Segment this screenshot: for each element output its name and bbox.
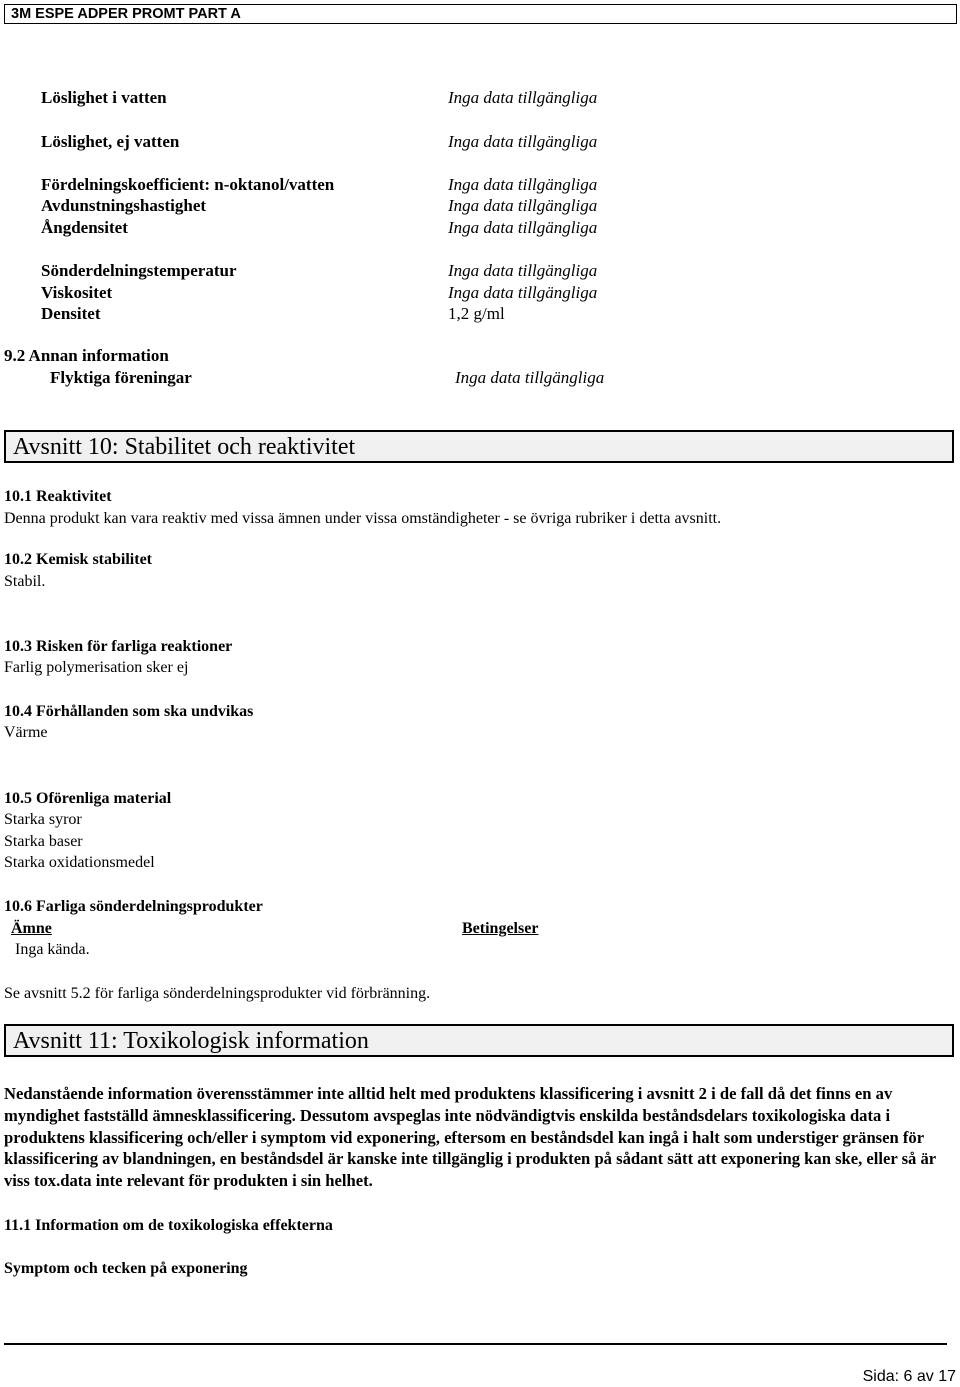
property-value: Inga data tillgängliga xyxy=(448,88,598,107)
property-value: 1,2 g/ml xyxy=(448,304,505,323)
property-value: Inga data tillgängliga xyxy=(455,368,605,387)
subsection-heading: 9.2 Annan information xyxy=(4,346,169,365)
body-text: Se avsnitt 5.2 för farliga sönderdelningsprodukter vid förbränning. xyxy=(4,985,431,1002)
table-cell: Inga kända. xyxy=(15,941,90,958)
document-header xyxy=(4,4,957,24)
body-text: Värme xyxy=(4,724,48,741)
property-label: Flyktiga föreningar xyxy=(50,368,192,387)
column-header-substance: Ämne xyxy=(11,920,52,937)
property-value: Inga data tillgängliga xyxy=(448,132,598,151)
section-10-header xyxy=(4,430,954,463)
body-text: Farlig polymerisation sker ej xyxy=(4,659,189,676)
subsection-heading: 10.1 Reaktivitet xyxy=(4,488,112,505)
subsection-heading: 10.2 Kemisk stabilitet xyxy=(4,551,152,568)
list-item: Starka baser xyxy=(4,833,83,850)
list-item: Starka oxidationsmedel xyxy=(4,854,155,871)
footer-divider xyxy=(4,1343,947,1345)
subsection-heading: 10.5 Oförenliga material xyxy=(4,790,172,807)
property-value: Inga data tillgängliga xyxy=(448,175,598,194)
property-value: Inga data tillgängliga xyxy=(448,196,598,215)
property-value: Inga data tillgängliga xyxy=(448,218,598,237)
property-label: Avdunstningshastighet xyxy=(41,196,207,215)
property-label: Densitet xyxy=(41,304,101,323)
body-text: Stabil. xyxy=(4,573,46,590)
property-label: Löslighet i vatten xyxy=(41,88,167,107)
property-value: Inga data tillgängliga xyxy=(448,261,598,280)
property-label: Ångdensitet xyxy=(41,218,128,237)
body-text: Denna produkt kan vara reaktiv med vissa ämnen under vissa omständigheter - se övriga rubriker i detta avsnitt. xyxy=(4,510,722,527)
document-title: 3M ESPE ADPER PROMT PART A xyxy=(11,6,241,22)
subsection-heading: 11.1 Information om de toxikologiska effekterna xyxy=(4,1217,333,1234)
subsection-heading: 10.4 Förhållanden som ska undvikas xyxy=(4,703,254,720)
property-label: Löslighet, ej vatten xyxy=(41,132,180,151)
page-number: Sida: 6 av 17 xyxy=(862,1368,956,1385)
section-11-header xyxy=(4,1024,954,1057)
column-header-conditions: Betingelser xyxy=(462,920,539,937)
section-title: Avsnitt 10: Stabilitet och reaktivitet xyxy=(13,434,356,460)
intro-paragraph: Nedanstående information överensstämmer inte alltid helt med produktens klassificering i avsnitt 2 i de fall då det finns en av myndighet fastställd ämnesklassificering. Dessutom avspeglas inte nödvändigtvis enskilda beståndsdelars toxikologiska data i produktens klassificering och/eller i symptom vid exponering, eftersom en beståndsdel kan ingå i halt som understiger gränsen för klassificering av blandningen, en beståndsdel är kanske inte tillgänglig i produkten på sådant sätt att exponering kan ske, eller så är viss tox.data inte relevant för produkten i sin helhet. xyxy=(4,1084,936,1191)
property-label: Sönderdelningstemperatur xyxy=(41,261,237,280)
property-label: Viskositet xyxy=(41,283,113,302)
property-value: Inga data tillgängliga xyxy=(448,283,598,302)
section-title: Avsnitt 11: Toxikologisk information xyxy=(13,1028,369,1054)
subsection-heading: 10.3 Risken för farliga reaktioner xyxy=(4,638,233,655)
property-label: Fördelningskoefficient: n-oktanol/vatten xyxy=(41,175,335,194)
subsection-heading: Symptom och tecken på exponering xyxy=(4,1260,248,1277)
subsection-heading: 10.6 Farliga sönderdelningsprodukter xyxy=(4,898,263,915)
list-item: Starka syror xyxy=(4,811,82,828)
